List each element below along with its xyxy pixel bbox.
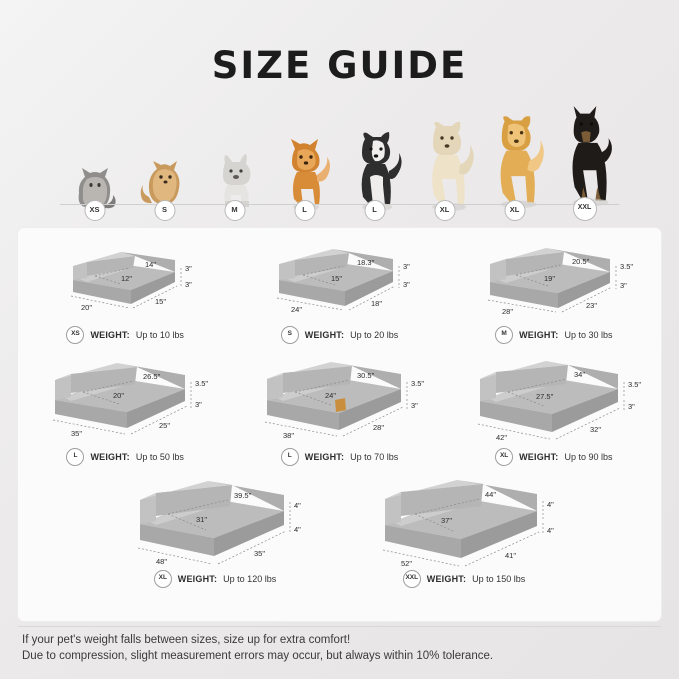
bed-diagram-xl120	[108, 476, 323, 568]
bed-weight-value-xxl150: Up to 150 lbs	[472, 574, 526, 584]
bed-weight-label-m: WEIGHT:	[519, 330, 559, 340]
bed-illustration-l70	[239, 354, 439, 446]
golden-retriever-icon	[482, 109, 548, 213]
bed-diagram-s	[239, 238, 439, 324]
dog-silhouette-golden-retriever	[482, 109, 548, 213]
dim-inner-d-m: 19"	[543, 274, 555, 283]
strip-badge-xl2: XL	[504, 200, 525, 221]
dim-inner-w-xl120: 39.5"	[233, 491, 251, 500]
dog-cell-l2	[342, 127, 408, 213]
dim-inner-w-l50: 26.5"	[143, 372, 161, 381]
bed-label-l50	[66, 448, 183, 466]
dim-h-top-xl90: 3.5"	[627, 380, 641, 389]
size-chart-card	[18, 228, 661, 621]
dog-cell-xl2	[482, 109, 548, 213]
bed-illustration-m	[454, 238, 654, 324]
dim-outer-w-l50: 35"	[71, 429, 83, 438]
bed-badge-l50: L	[66, 448, 84, 466]
bed-weight-value-xl90: Up to 90 lbs	[564, 452, 613, 462]
dim-h-bottom-xxl150: 4"	[546, 526, 554, 535]
bed-item-m	[454, 238, 654, 344]
dim-outer-w-s: 24"	[291, 305, 303, 314]
bed-illustration-xl120	[108, 476, 323, 568]
bed-item-s	[239, 238, 439, 344]
bed-illustration-l50	[25, 354, 225, 446]
dim-inner-d-s: 15"	[331, 274, 343, 283]
bed-illustration-xl90	[454, 354, 654, 446]
dog-silhouette-labrador	[412, 117, 478, 213]
bed-label-xl120	[154, 570, 276, 588]
footer-line-1: If your pet's weight falls between sizes, size up for extra comfort!	[22, 633, 351, 646]
footer-divider	[18, 626, 661, 627]
dim-inner-w-s: 18.3"	[357, 258, 375, 267]
strip-badge-l2: L	[364, 200, 385, 221]
dim-h-top-xs: 3"	[185, 264, 192, 273]
dim-inner-d-l50: 20"	[113, 391, 125, 400]
dog-cell-xs	[62, 163, 128, 213]
dog-cell-xl1	[412, 117, 478, 213]
bed-label-m	[495, 326, 612, 344]
dim-h-top-xxl150: 4"	[546, 500, 554, 509]
footer-line-2: Due to compression, slight measurement errors may occur, but always within 10% tolerance.	[22, 650, 494, 663]
dim-h-bottom-l70: 3"	[411, 401, 419, 410]
bed-row-2	[18, 344, 661, 466]
bed-weight-value-s: Up to 20 lbs	[350, 330, 399, 340]
bed-diagram-m	[454, 238, 654, 324]
bed-badge-xl120: XL	[154, 570, 172, 588]
bed-weight-value-xl120: Up to 120 lbs	[223, 574, 277, 584]
dim-outer-d-l70: 28"	[373, 423, 385, 432]
bed-item-l50	[25, 354, 225, 466]
dim-inner-w-xs: 14"	[145, 260, 157, 269]
dim-inner-w-m: 20.5"	[571, 257, 590, 266]
dim-h-bottom-xs: 3"	[185, 280, 192, 289]
dog-size-strip	[40, 103, 639, 213]
dim-outer-d-l50: 25"	[159, 421, 171, 430]
bed-weight-label-l70: WEIGHT:	[304, 452, 345, 462]
strip-badge-l1: L	[294, 200, 315, 221]
bed-weight-label-xl90: WEIGHT:	[519, 452, 559, 462]
strip-badge-xl1: XL	[434, 200, 455, 221]
bed-label-l70	[281, 448, 398, 466]
dim-h-bottom-m: 3"	[619, 281, 627, 290]
dim-h-bottom-l50: 3"	[195, 400, 202, 409]
bed-diagram-l50	[25, 354, 230, 446]
bed-badge-s: S	[281, 326, 299, 344]
dim-h-top-s: 3"	[403, 262, 411, 271]
strip-badge-xxl: XXL	[573, 197, 597, 221]
dim-inner-d-xxl150: 37"	[440, 516, 452, 525]
bed-badge-m: M	[495, 326, 513, 344]
strip-badge-xs: XS	[84, 200, 105, 221]
dim-inner-d-l70: 24"	[325, 391, 337, 400]
bed-weight-value-m: Up to 30 lbs	[564, 330, 613, 340]
bed-row-3	[18, 466, 661, 588]
dim-outer-d-s: 18"	[371, 299, 383, 308]
bed-weight-value-xs: Up to 10 lbs	[135, 330, 184, 340]
bed-weight-value-l70: Up to 70 lbs	[350, 452, 399, 462]
dim-h-bottom-xl90: 3"	[627, 402, 635, 411]
dog-cell-xxl	[552, 101, 618, 213]
bed-diagram-xl90	[454, 354, 659, 446]
dim-h-bottom-xl120: 4"	[293, 525, 301, 534]
bed-illustration-xs	[25, 238, 225, 324]
bed-badge-xs: XS	[66, 326, 84, 344]
dim-inner-w-xl90: 34"	[573, 370, 585, 379]
dim-h-top-l70: 3.5"	[411, 379, 425, 388]
dim-inner-w-l70: 30.5"	[357, 371, 375, 380]
dim-h-top-m: 3.5"	[619, 262, 633, 271]
bed-label-s	[281, 326, 398, 344]
dim-outer-d-xl120: 35"	[253, 549, 265, 558]
bed-badge-xxl150: XXL	[403, 570, 421, 588]
dim-inner-d-xl90: 27.5"	[535, 392, 554, 401]
bed-item-l70	[239, 354, 439, 466]
bed-weight-label-xl120: WEIGHT:	[177, 574, 218, 584]
bed-label-xxl150	[403, 570, 525, 588]
dog-cell-l1	[272, 135, 338, 213]
bed-label-xl90	[495, 448, 612, 466]
dim-outer-d-xxl150: 41"	[504, 551, 516, 560]
bed-label-xs	[66, 326, 183, 344]
bed-weight-label-xxl150: WEIGHT:	[426, 574, 467, 584]
dim-outer-d-xs: 15"	[155, 297, 167, 306]
bed-diagram-xs	[25, 238, 225, 324]
strip-badge-s: S	[154, 200, 175, 221]
dim-h-bottom-s: 3"	[403, 280, 411, 289]
bed-illustration-xxl150	[357, 476, 572, 568]
dim-outer-w-m: 28"	[501, 307, 513, 316]
bed-diagram-xxl150	[357, 476, 572, 568]
bed-diagram-l70	[239, 354, 444, 446]
bed-item-xxl150	[357, 476, 572, 588]
bed-item-xl120	[108, 476, 323, 588]
bed-weight-label-l50: WEIGHT:	[90, 452, 130, 462]
dim-outer-d-xl90: 32"	[589, 425, 601, 434]
dim-outer-d-m: 23"	[585, 301, 597, 310]
strip-badge-m: M	[224, 200, 245, 221]
bed-item-xs	[25, 238, 225, 344]
bed-item-xl90	[454, 354, 654, 466]
dim-inner-d-xl120: 31"	[195, 515, 207, 524]
dim-outer-w-xl120: 48"	[155, 557, 167, 566]
bed-row-1	[18, 228, 661, 344]
bed-weight-label-xs: WEIGHT:	[90, 330, 130, 340]
dim-outer-w-xxl150: 52"	[400, 559, 412, 568]
dim-outer-w-l70: 38"	[283, 431, 295, 440]
dim-h-top-l50: 3.5"	[195, 379, 209, 388]
dim-outer-w-xl90: 42"	[495, 433, 507, 442]
dim-inner-d-xs: 12"	[121, 274, 133, 283]
labrador-icon	[412, 117, 478, 213]
strip-baseline	[60, 204, 619, 205]
dim-outer-w-xs: 20"	[81, 303, 93, 312]
bed-weight-label-s: WEIGHT:	[304, 330, 345, 340]
footer-note	[18, 632, 661, 665]
bed-badge-xl90: XL	[495, 448, 513, 466]
bed-illustration-s	[239, 238, 439, 324]
dim-h-top-xl120: 4"	[293, 501, 301, 510]
bed-weight-value-l50: Up to 50 lbs	[135, 452, 184, 462]
page-title: SIZE GUIDE	[211, 44, 468, 87]
dim-inner-w-xxl150: 44"	[484, 490, 496, 499]
bed-badge-l70: L	[281, 448, 299, 466]
